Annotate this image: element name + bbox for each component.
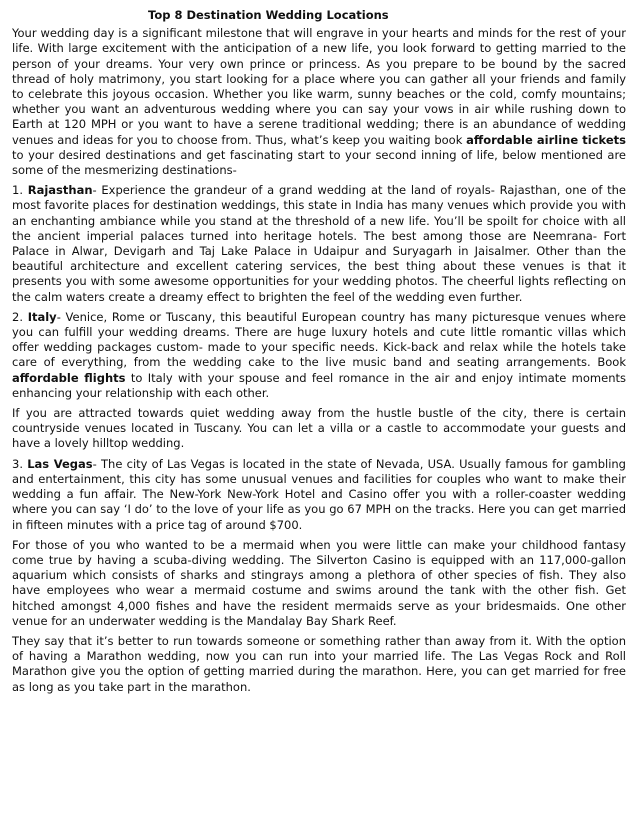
las-vegas-paragraph [12, 457, 626, 533]
italy-text-start: - Venice, Rome or Tuscany, this beautiful European country has many picturesque venues where you can fulfill your wedding dreams. There are huge luxury hotels and cute little romantic villas which offer wedding packages custom- made to your specific needs. Kick-back and relax while the hotels take care of everything, from the wedding cake to the live music band and seating arrangements. Book [12, 309, 626, 370]
rajasthan-paragraph [12, 183, 626, 305]
intro-text-end: to your desired destinations and get fascinating start to your second inning of life, below mentioned are some of the mesmerizing destinations- [12, 147, 626, 178]
italy-number: 2. [12, 309, 28, 324]
las-vegas-number: 3. [12, 456, 28, 471]
mermaid-paragraph: For those of you who wanted to be a mermaid when you were little can make your childhood fantasy come true by having a scuba-diving wedding. The Silverton Casino is equipped with an 117,000-gallon aquarium which consists of sharks and stingrays among a plethora of other species of fish. They also have employees who wear a mermaid costume and swims around the tank with the other fish. Get hitched amongst 4,000 fishes and have the resident mermaids serve as your bridesmaids. One other venue for an underwater wedding is the Mandalay Bay Shark Reef. [12, 537, 626, 628]
affordable-flights-link[interactable]: affordable flights [12, 370, 126, 385]
intro-paragraph [12, 26, 626, 178]
affordable-airline-tickets-link[interactable]: affordable airline tickets [466, 132, 626, 147]
rajasthan-number: 1. [12, 183, 28, 198]
italy-heading: Italy [27, 309, 57, 324]
italy-paragraph [12, 310, 626, 401]
italy-text-end: to Italy with your spouse and feel romance in the air and enjoy intimate moments enhancing your relationship with each other. [12, 370, 626, 400]
las-vegas-text: - The city of Las Vegas is located in the state of Nevada, USA. Usually famous for gambling and entertainment, this city has some unusual venues and facilities for couples who want to make their wedding a fun affair. The New-York New-York Hotel and Casino offer you with a roller-coaster wedding where you can say ‘I do’ to the love of your life as you go 67 MPH on the tracks. Here you can get married in fifteen minutes with a price tag of around $700. [12, 456, 626, 532]
intro-text-start: Your wedding day is a significant milestone that will engrave in your hearts and minds for the rest of your life. With large excitement with the anticipation of a new life, you look forward to getting married to the person of your dreams. Your very own prince or princess. As you prepare to be bound by the sacred thread of holy matrimony, you start looking for a place where you can gather all your friends and family to celebrate this joyous occasion. Whether you like warm, sunny beaches or the cold, comfy mountains; whether you want an adventurous wedding where you can say your vows in air while rushing down to Earth at 120 MPH or you want to have a serene traditional wedding; there is an abundance of wedding venues and ideas for you to choose from. Thus, what’s keep you waiting book [12, 26, 626, 147]
tuscany-paragraph: If you are attracted towards quiet wedding away from the hustle bustle of the city, there is certain countryside venues located in Tuscany. You can let a villa or a castle to accommodate your guests and have a lovely hilltop wedding. [12, 406, 626, 451]
document-title: Top 8 Destination Wedding Locations [148, 8, 389, 22]
marathon-paragraph: They say that it’s better to run towards someone or something rather than away from it. With the option of having a Marathon wedding, now you can run into your married life. The Las Vegas Rock and Roll Marathon give you the option of getting married during the marathon. Here, you can get married for free as long as you take part in the marathon. [12, 633, 626, 694]
las-vegas-heading: Las Vegas [27, 456, 93, 471]
rajasthan-heading: Rajasthan [27, 183, 93, 198]
rajasthan-text: - Experience the grandeur of a grand wedding at the land of royals- Rajasthan, one of the most favorite places for destination weddings, this state in India has many venues which provide you with an enchanting ambiance while you stand at the threshold of a new life. You’ll be spoilt for choice with all the ancient imperial palaces turned into heritage hotels. The best among those are Neemrana- Fort Palace in Alwar, Devigarh and Taj Lake Palace in Udaipur and Suryagarh in Jaisalmer. Other than the beautiful architecture and excellent catering services, the best thing about these venues is that it presents you with some awesome opportunities for your wedding photos. The cheerful lights reflecting on the calm waters create a dreamy effect to brighten the feel of the wedding even further. [12, 183, 627, 304]
